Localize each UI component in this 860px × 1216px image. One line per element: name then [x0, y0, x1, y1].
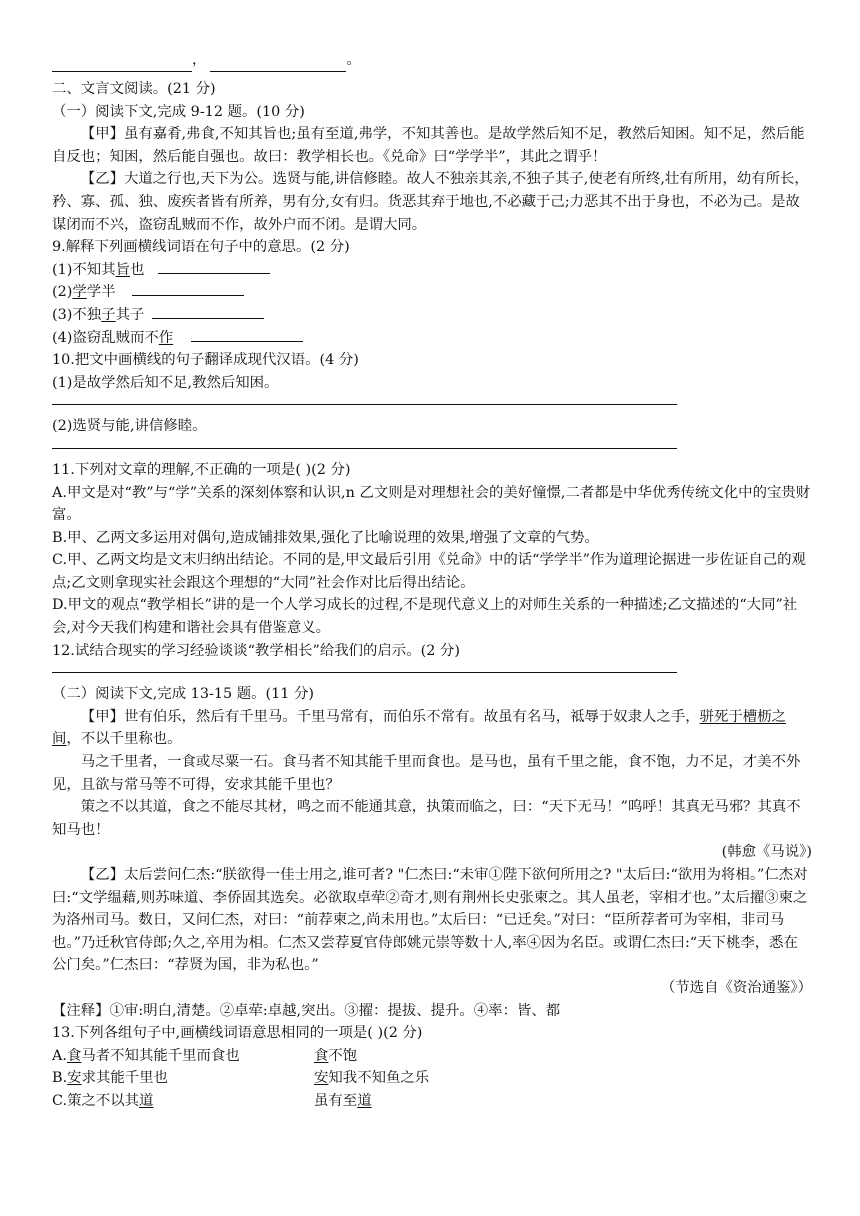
passage-zizhi: 【乙】太后尝问仁杰:“朕欲得一佳士用之,谁可者? "仁杰曰:“未审①陛下欲何所用之? "太后曰:“欲用为将相。”仁杰对曰:“文学缊藉,则苏味道、李侨固其选矣。必欲取卓荦②奇才,则有荆州长史张柬之。其人虽老，宰相才也。”太后擢③柬之为洛州司马。数日，又问仁杰，对曰：“前荐柬之,尚未用也。”太后曰：“已迁矣。”对曰：“臣所荐者可为宰相，非司马也。”乃迁秋官侍郎;久之,卒用为相。仁杰又尝荐夏官侍郎姚元崇等数十人,率④因为名臣。或谓仁杰曰:“天下桃李，悉在公门矣。”仁杰曰：“荐贤为国，非为私也。”: [52, 867, 808, 974]
source-mashuo: (韩愈《马说》): [721, 844, 812, 861]
q11-stem: 11.下列对文章的理解,不正确的一项是( )(2 分): [52, 461, 351, 478]
q11-option-d: D.甲文的观点“教学相长”讲的是一个人学习成长的过程,不是现代意义上的对师生关系的一种描述;乙文描述的“大同”社会,对今天我们构建和谐社会具有借鉴意义。: [52, 597, 798, 637]
comma: ，: [192, 52, 207, 69]
passage-yi: 【乙】大道之行也,天下为公。选贤与能,讲信修睦。故人不独亲其亲,不独子其子,使老有所终,壮有所用，幼有所长，矜、寡、孤、独、废疾者皆有所养，男有分,女有归。货恶其弃于地也,不必藏于己;力恶其不出于身也，不必为己。是故谋闭而不兴，盗窃乱贼而不作，故外户而不闭。是谓大同。: [52, 171, 809, 233]
q11-option-a: A.甲文是对“教”与“学”关系的深刻体察和认识,n 乙文则是对理想社会的美好憧憬,二者都是中华优秀传统文化中的宝贵财富。: [52, 484, 811, 524]
answer-blank[interactable]: [132, 281, 244, 296]
q10-stem: 10.把文中画横线的句子翻译成现代汉语。(4 分): [52, 352, 359, 369]
q9-item-3: (3)不独子其子: [52, 304, 812, 327]
answer-line[interactable]: [52, 662, 677, 673]
passage-mashuo-2: 马之千里者，一食或尽粟一石。食马者不知其能千里而食也。是马也，虽有千里之能，食不饱，力不足，才美不外见，且欲与常马等不可得，安求其能千里也？: [52, 754, 801, 793]
answer-blank: [52, 61, 192, 72]
q10-sentence-2: (2)选贤与能,讲信修睦。: [52, 418, 207, 435]
part1-heading: （一）阅读下文,完成 9-12 题。(10 分): [52, 103, 305, 120]
passage-jia: 【甲】虽有嘉肴,弗食,不知其旨也;虽有至道,弗学，不知其善也。是故学然后知不足，教然后知困。知不足，然后能自反也；知困，然后能自强也。故曰：教学相长也。《兑命》曰“学学半”，其此之谓乎！: [52, 126, 805, 165]
answer-blank[interactable]: [191, 327, 303, 342]
exam-page: [52, 52, 812, 1113]
answer-line[interactable]: [52, 394, 677, 405]
q9-item-2: (2)学学半: [52, 281, 812, 304]
answer-blank[interactable]: [158, 259, 270, 274]
answer-line[interactable]: [52, 438, 677, 449]
source-zizhi: （节选自《资治通鉴》）: [660, 979, 812, 996]
q13-stem: 13.下列各组句子中,画横线词语意思相同的一项是( )(2 分): [52, 1025, 423, 1042]
answer-blank-line: [52, 52, 812, 72]
answer-blank[interactable]: [152, 304, 264, 319]
q9-item-4: (4)盗窃乱贼而不作: [52, 327, 812, 350]
passage-mashuo-3: 策之不以其道，食之不能尽其材，鸣之而不能通其意，执策而临之，曰：“天下无马！”呜呼！其真无马邪？其真不知马也！: [52, 799, 801, 838]
q12-stem: 12.试结合现实的学习经验谈谈“教学相长”给我们的启示。(2 分): [52, 642, 460, 659]
part2-heading: （二）阅读下文,完成 13-15 题。(11 分): [52, 686, 315, 703]
q13-option-b: B.安求其能千里也 安知我不知鱼之乐: [52, 1070, 430, 1087]
answer-blank: [210, 61, 346, 72]
q10-sentence-1: (1)是故学然后知不足,教然后知困。: [52, 374, 279, 391]
q11-option-c: C.甲、乙两文均是文末归纳出结论。不同的是,甲文最后引用《兑命》中的话“学学半”作为道理论据进一步佐证自己的观点;乙文则拿现实社会跟这个理想的“大同”社会作对比后得出结论。: [52, 552, 806, 591]
q9-stem: 9.解释下列画横线词语在句子中的意思。(2 分): [52, 239, 350, 256]
q11-option-b: B.甲、乙两文多运用对偶句,造成铺排效果,强化了比喻说理的效果,增强了文章的气势。: [52, 529, 599, 546]
q13-option-c: C.策之不以其道 虽有至道: [52, 1092, 372, 1109]
q9-item-1: (1)不知其旨也: [52, 259, 812, 282]
q13-option-a: A.食马者不知其能千里而食也 食不饱: [52, 1047, 358, 1064]
annotation-note: 【注释】①审:明白,清楚。②卓荦:卓越,突出。③擢：提拔、提升。④率：皆、都: [52, 1002, 561, 1019]
period: 。: [346, 52, 361, 69]
passage-mashuo-1: 【甲】世有伯乐，然后有千里马。千里马常有，而伯乐不常有。故虽有名马，祗辱于奴隶人之手，骈死于槽枥之间，不以千里称也。: [52, 708, 786, 748]
section-title: 二、文言文阅读。(21 分): [52, 81, 216, 97]
